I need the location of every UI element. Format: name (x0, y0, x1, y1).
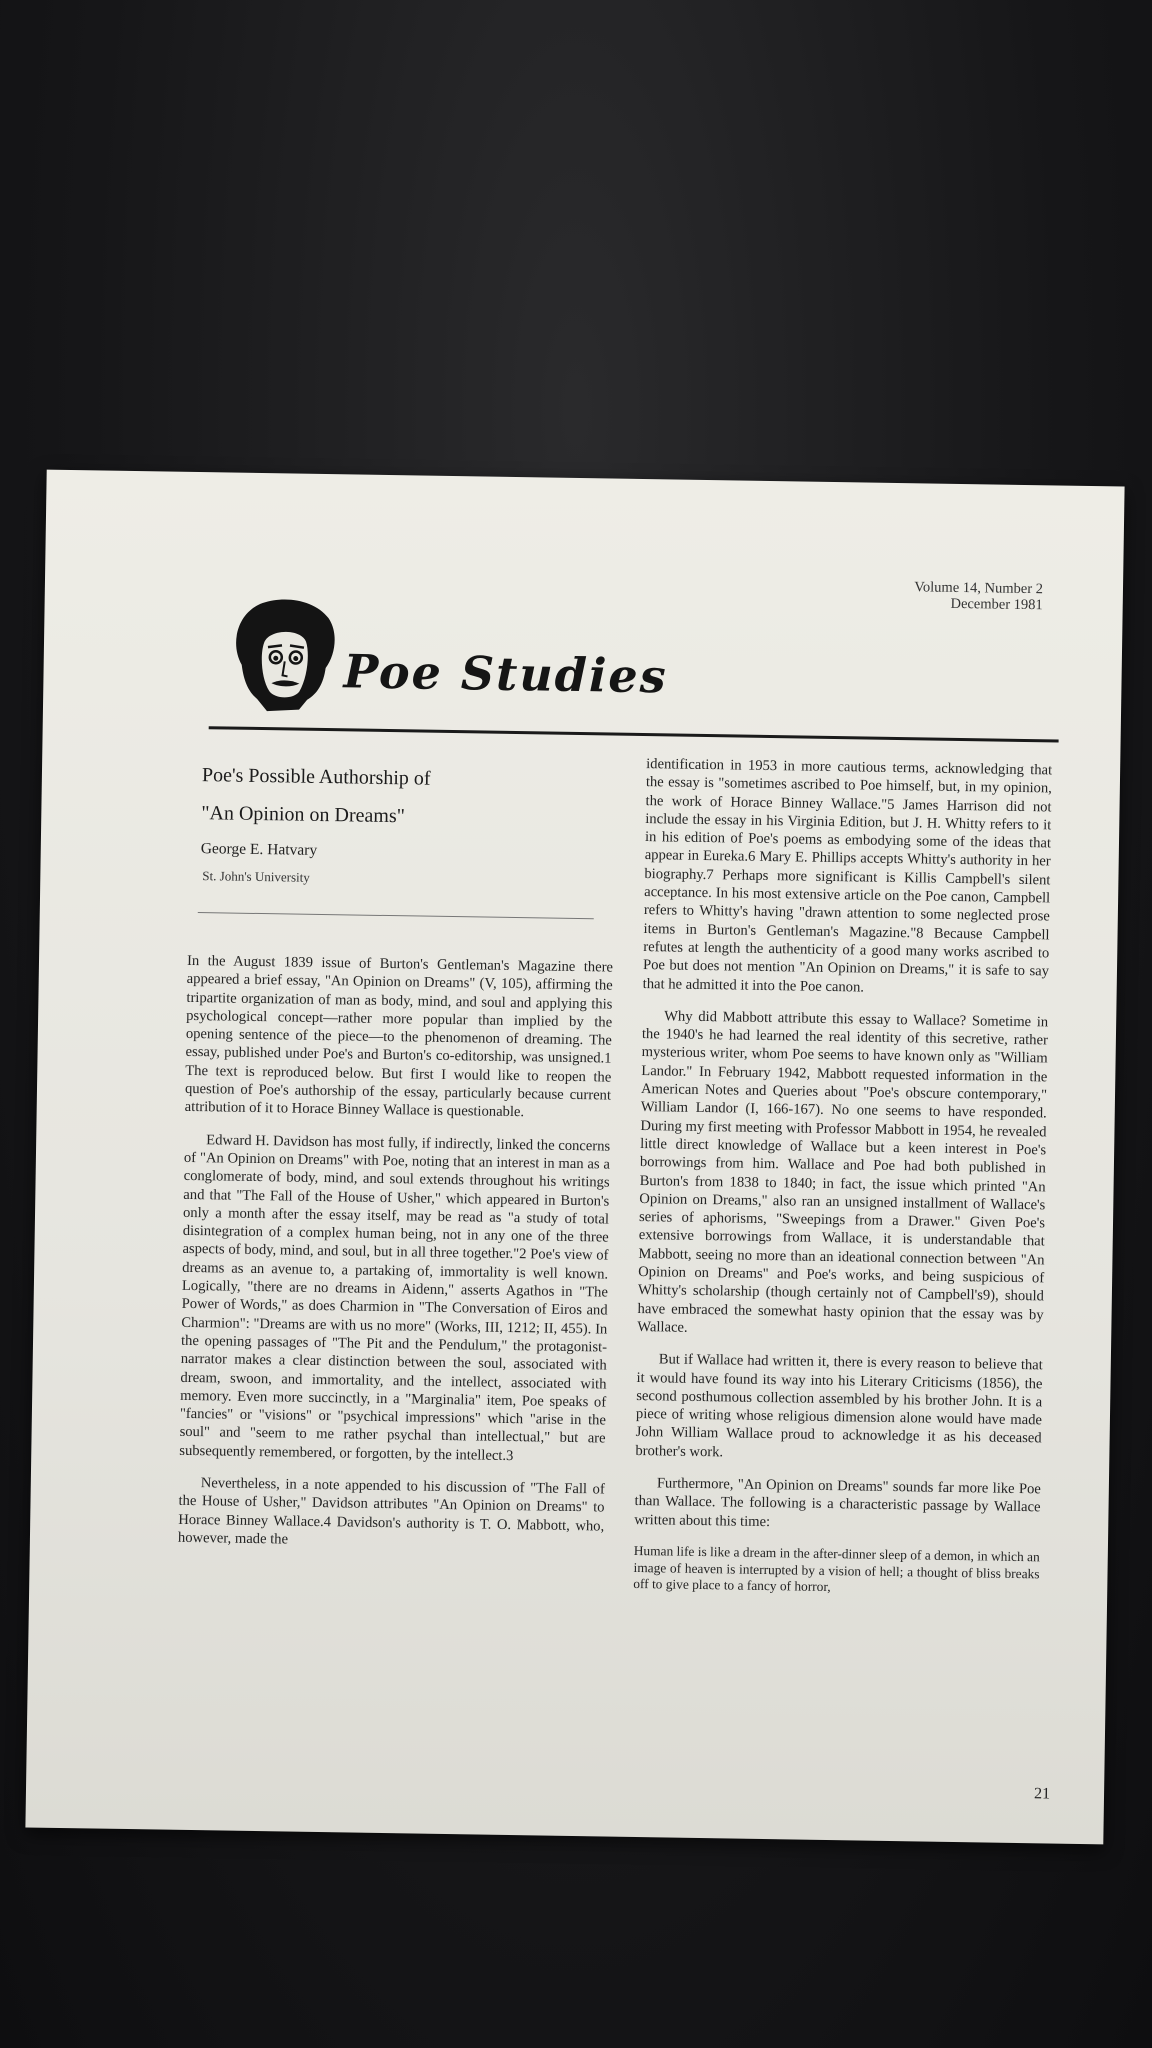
journal-page (25, 470, 1124, 1845)
paragraph: Furthermore, "An Opinion on Dreams" sounds far more like Poe than Wallace. The following is a characteristic passage by Wallace written about this time: (634, 1475, 1041, 1530)
poe-portrait-logo (227, 594, 341, 716)
issue-info (914, 579, 1043, 613)
right-column (633, 755, 1052, 1600)
paragraph: Edward H. Davidson has most fully, if indirectly, linked the concerns of "An Opinion on Dreams" with Poe, noting that an interest in man as a conglomerate of body, mind, and soul extends throughout his writings and that "The Fall of the House of Usher," which appeared in Burton's only a month after the essay itself, may be read as "a study of total disintegration of a complex human being, not in any one of the three aspects of body, mind, and soul, but in all three together."2 Poe's view of dreams as an avenue to, a partaking of, immortality is well known. Logically, "there are no dreams in Aidenn," asserts Agathos in "The Power of Words," as does Charmion in "The Conversation of Eiros and Charmion": "Dreams are with us no more" (Works, III, 1212; II, 455). In the opening passages of "The Pit and the Pendulum," the protagonist-narrator makes a clear distinction between the soul, associated with dream, swoon, and immortality, and the intellect, associated with memory. Even more succinctly, in a "Marginalia" item, Poe speaks of "fancies" or "visions" or "psychical impressions" which "arise in the soul" and "seem to me rather psychal than intellectual," but are subsequently remembered, or forgotten, by the intellect.3 (179, 1131, 611, 1464)
title-divider (198, 912, 594, 919)
left-column (178, 952, 613, 1554)
masthead-rule (209, 726, 1059, 742)
paragraph: identification in 1953 in more cautious terms, acknowledging that the essay is "sometimes ascribed to Poe himself, but, in my opinion, the work of Horace Binney Wallace."5 James Harrison did not include the essay in his Virginia Edition, but J. H. Whitty refers to it in his edition of Poe's poems as embodying some of the ideas that appear in Eureka.6 Mary E. Phillips accepts Whitty's authority in her biography.7 Perhaps more significant is Killis Campbell's silent acceptance. In his most extensive article on the Poe canon, Campbell refers to Whitty's having "drawn attention to some neglected prose items in Burton's Gentleman's Magazine."8 Because Campbell refutes at length the authenticity of a good many works ascribed to Poe but does not mention "An Opinion on Dreams," it is safe to say that he admitted it into the Poe canon. (642, 756, 1053, 996)
masthead-title: Poe Studies (343, 644, 669, 704)
author-name: George E. Hatvary (200, 840, 318, 859)
article-title-line1: Poe's Possible Authorship of (201, 764, 431, 790)
page-number: 21 (1033, 1785, 1051, 1803)
paragraph: In the August 1839 issue of Burton's Gentleman's Magazine there appeared a brief essay, "An Opinion on Dreams" (V, 105), affirming the tripartite organization of man as body, mind, and soul and applying this psychological concept—rather more popular than implied by the opening sentence of the piece—to the phenomenon of dreaming. The essay, published under Poe's and Burton's co-editorship, was unsigned.1 The text is reproduced below. But first I would like to reopen the question of Poe's authorship of the essay, particularly because current attribution of it to Horace Binney Wallace is questionable. (184, 952, 614, 1121)
article-title-line2: "An Opinion on Dreams" (201, 802, 406, 828)
paragraph: Why did Mabbott attribute this essay to Wallace? Sometime in the 1940's he had learned the real identity of this secretive, rather mysterious writer, whom Poe seems to have known only as "William Landor." In February 1942, Mabbott requested information in the American Notes and Queries about "Poe's obscure contemporary," William Landor (I, 166-167). No one seems to have responded. During my first meeting with Professor Mabbott in 1954, he revealed little direct knowledge of Wallace but a keen interest in Poe's borrowings from him. Wallace and Poe had both published in Burton's from 1838 to 1840; in fact, the issue which printed "An Opinion on Dreams," also ran an unsigned installment of Wallace's series of aphorisms, "Sweepings from a Drawer." Given Poe's extensive borrowings from Wallace, it is understandable that Mabbott, seeing no more than an ideational connection between "An Opinion on Dreams" and Poe's works, and being suspicious of Whitty's scholarship (though certainly not of Campbell's9), should have embraced the somewhat hasty opinion that the essay was by Wallace. (637, 1008, 1049, 1336)
block-quote: Human life is like a dream in the after-dinner sleep of a demon, in which an image of heaven is interrupted by a vision of hell; a thought of bliss breaks off to give place to a fancy of horror, (633, 1542, 1040, 1595)
paragraph: Nevertheless, in a note appended to his discussion of "The Fall of the House of Usher," Davidson attributes "An Opinion on Dreams" to Horace Binney Wallace.4 Davidson's authority is T. O. Mabbott, who, however, made the (177, 1475, 605, 1548)
issue-date: December 1981 (950, 595, 1043, 614)
paragraph: But if Wallace had written it, there is every reason to believe that it would have found its way into his Literary Criticisms (1856), the second posthumous collection assembled by his brother John. It is a piece of writing whose religious dimension alone would have made John William Wallace proud to acknowledge it as his deceased brother's work. (635, 1351, 1043, 1461)
author-affiliation: St. John's University (202, 868, 310, 885)
volume-number: Volume 14, Number 2 (914, 579, 1044, 598)
article-title (201, 756, 431, 836)
